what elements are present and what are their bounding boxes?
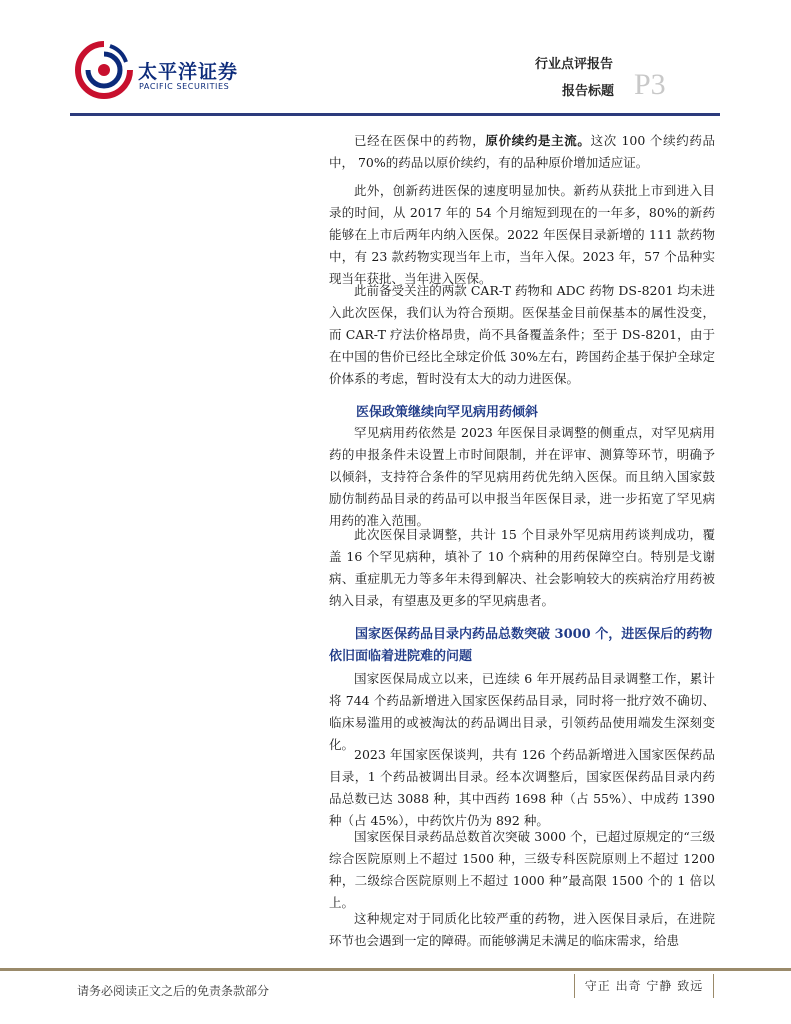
page-number: P3 (634, 68, 666, 101)
paragraph-catalog-history: 国家医保局成立以来，已连续 6 年开展药品目录调整工作，累计将 744 个药品新增进入国家医保药品目录，同时将一批疗效不确切、临床易滥用的或被淘汰的药品调出目录，引领药品使用端发生深刻变化。 (329, 671, 715, 752)
brand-name-en: PACIFIC SECURITIES (139, 82, 230, 91)
brand-name-cn: 太平洋证券 (138, 61, 239, 83)
paragraph-renewal (329, 130, 715, 174)
paragraph-text: 已经在医保中的药物， (354, 133, 486, 148)
footer-divider (0, 968, 791, 971)
report-title: 报告标题 (562, 84, 615, 99)
report-type: 行业点评报告 (535, 57, 614, 72)
paragraph-rare-disease-result: 此次医保目录调整，共计 15 个目录外罕见病用药谈判成功，覆盖 16 个罕见病种，填补了 10 个病种的用药保障空白。特别是戈谢病、重症肌无力等多年未得到解决、社会影响较大的疾病治疗用药被纳入目录，有望惠及更多的罕见病患者。 (329, 527, 715, 608)
paragraph-limit-exceeded: 国家医保目录药品总数首次突破 3000 个，已超过原规定的“三级综合医院原则上不超过 1500 种，三级专科医院原则上不超过 1200 种，二级综合医院原则上不超过 1000 种”最高限 1500 个的 1 倍以上。 (329, 829, 715, 910)
paragraph-text: 这次 100 个续约药品中， 70%的药品以原价续约，有的品种原价增加适应证。 (329, 133, 715, 170)
paragraph-innovative-drugs: 此外，创新药进医保的速度明显加快。新药从获批上市到进入目录的时间，从 2017 年的 54 个月缩短到现在的一年多，80%的新药能够在上市后两年内纳入医保。2022 年医保目录新增的 111 款药物中，有 23 款药物实现当年上市，当年入保。2023 年，57 个品种实现当年获批、当年进入医保。 (329, 183, 715, 286)
emphasis-text: 原价续约是主流。 (485, 133, 591, 148)
section-heading-catalog-total: 国家医保药品目录内药品总数突破 3000 个，进医保后的药物依旧面临着进院难的问题 (329, 627, 713, 664)
paragraph-rare-disease-policy: 罕见病用药依然是 2023 年医保目录调整的侧重点，对罕见病用药的申报条件未设置上市时间限制，并在评审、测算等环节，明确予以倾斜，支持符合条件的罕见病用药优先纳入医保。而且纳入国家鼓励仿制药品目录的药品可以申报当年医保目录，进一步拓宽了罕见病用药的准入范围。 (329, 425, 715, 528)
section-heading-rare-disease: 医保政策继续向罕见病用药倾斜 (356, 405, 539, 420)
footer-disclaimer: 请务必阅读正文之后的免责条款部分 (77, 984, 270, 998)
paragraph-hospital-access: 这种规定对于同质化比较严重的药物，进入医保目录后，在进院环节也会遇到一定的障碍。而能够满足未满足的临床需求，给患 (329, 911, 715, 948)
footer-motto: 守正 出奇 宁静 致远 (574, 974, 714, 998)
paragraph-2023-negotiation: 2023 年国家医保谈判，共有 126 个药品新增进入国家医保药品目录，1 个药品被调出目录。经本次调整后，国家医保药品目录内药品总数已达 3088 种，其中西药 1698 种（占 55%）、中成药 1390 种（占 45%），中药饮片仍为 892 种。 (329, 747, 715, 828)
paragraph-cart-adc: 此前备受关注的两款 CAR-T 药物和 ADC 药物 DS-8201 均未进入此次医保，我们认为符合预期。医保基金目前保基本的属性没变，而 CAR-T 疗法价格昂贵，尚不具备覆盖条件；至于 DS-8201，由于在中国的售价已经比全球定价低 30%左右，跨国药企基于保护全球定价体系的考虑，暂时没有太大的动力进医保。 (329, 283, 715, 386)
